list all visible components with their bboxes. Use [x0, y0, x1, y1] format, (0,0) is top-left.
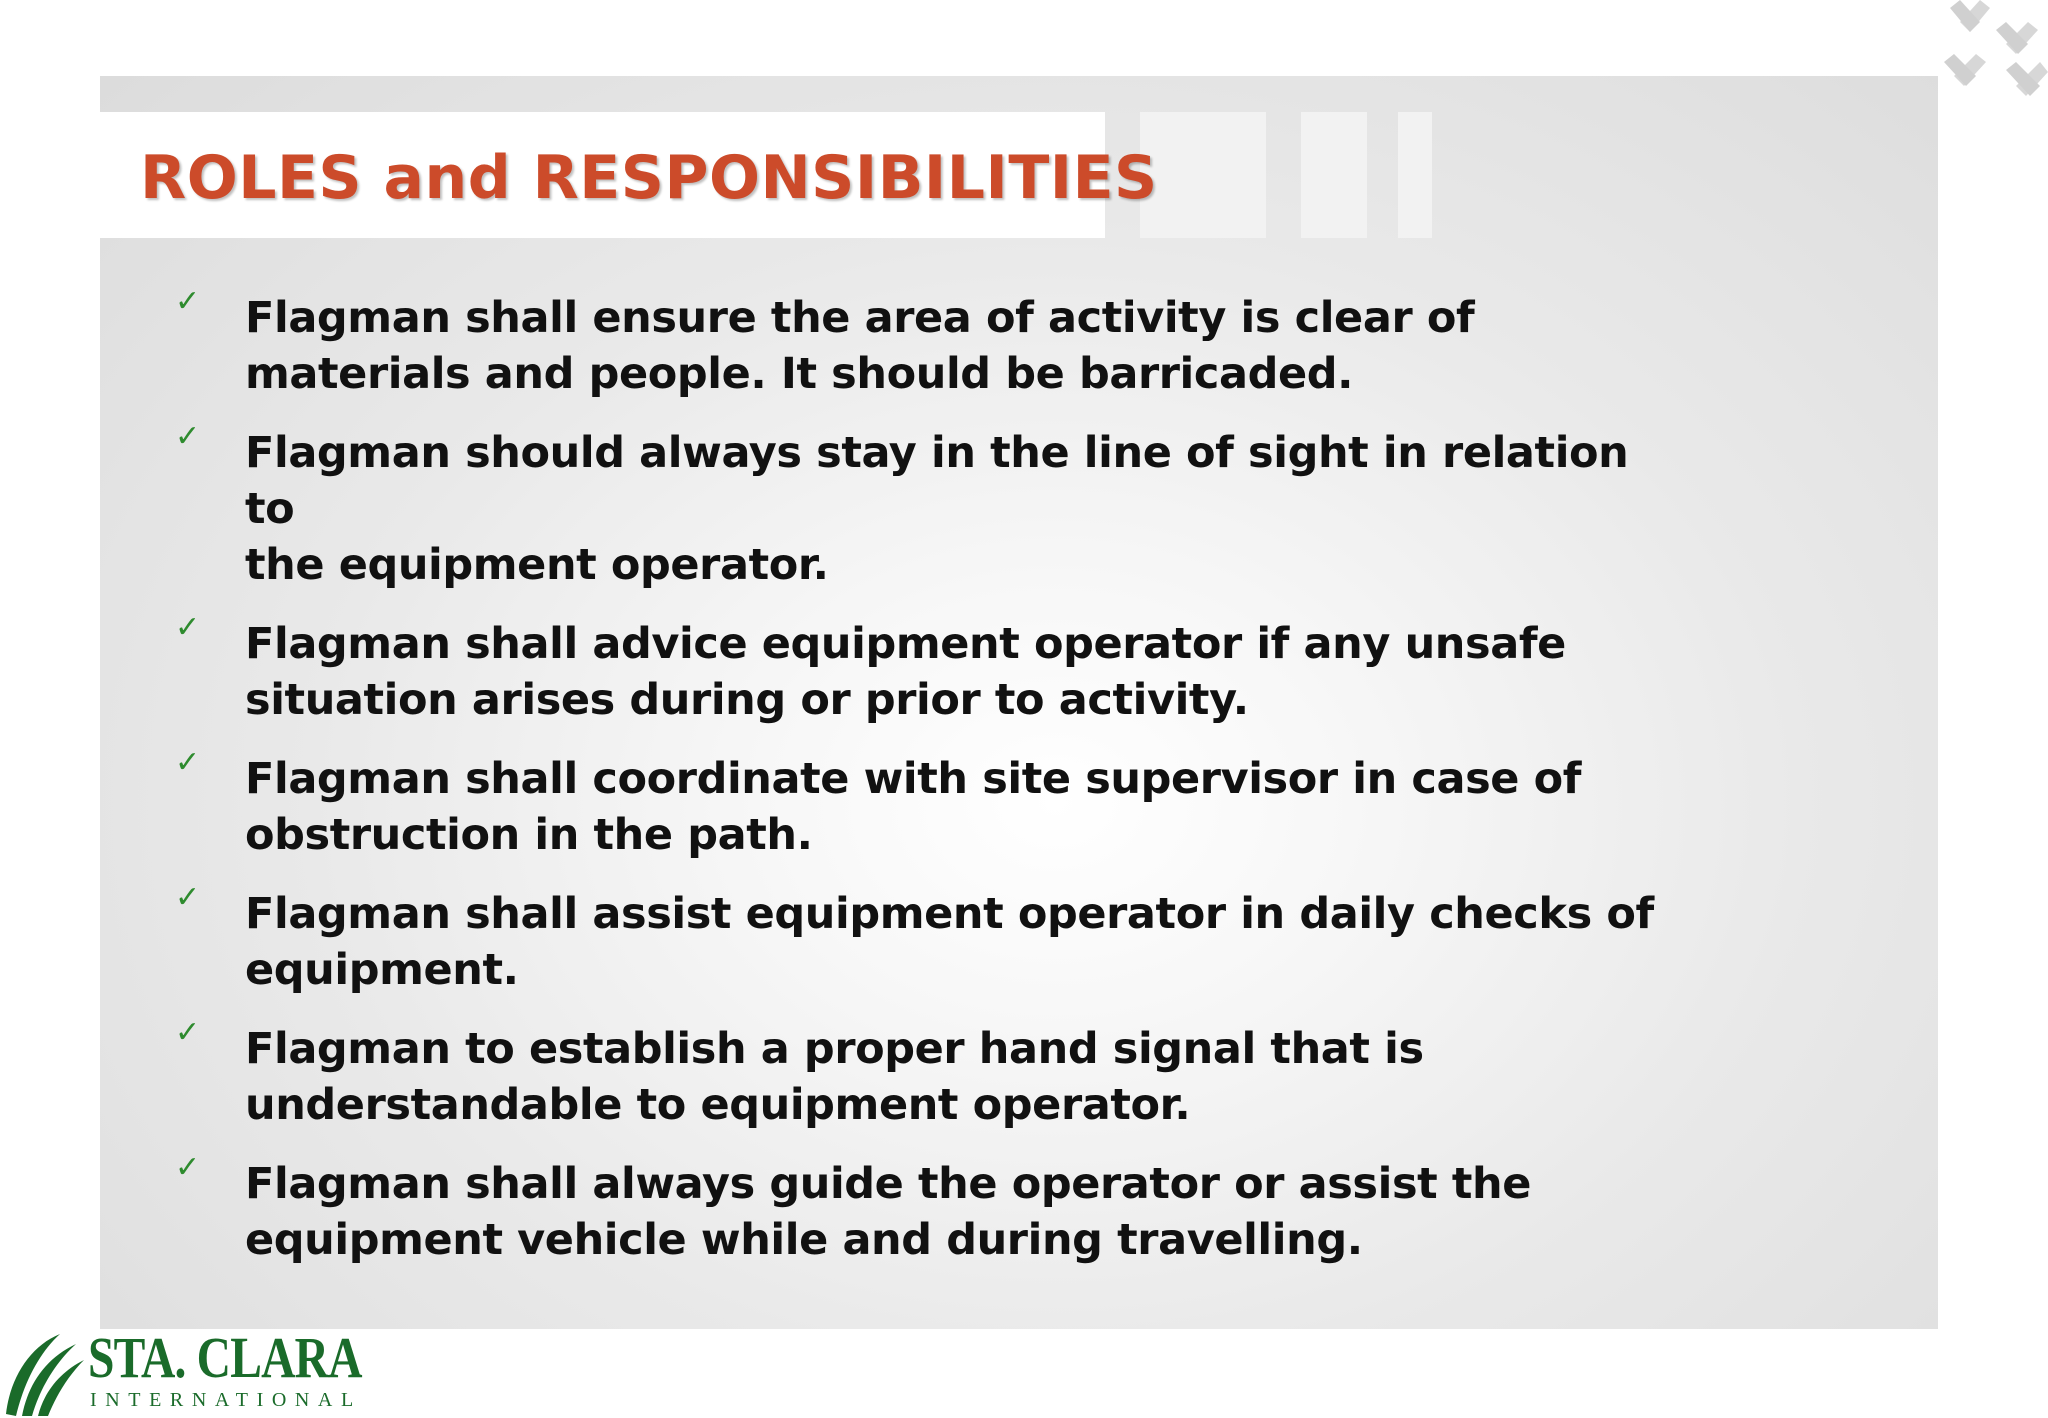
check-icon: ✓ [175, 610, 200, 645]
company-logo [0, 1326, 360, 1418]
list-item [175, 745, 1675, 863]
bullet-line: Flagman shall assist equipment operator in daily checks of [245, 889, 1654, 939]
bullet-line: materials and people. It should be barricaded. [245, 349, 1354, 399]
bullet-line: Flagman to establish a proper hand signal that is [245, 1024, 1424, 1074]
bullet-line: situation arises during or prior to activity. [245, 675, 1249, 725]
check-icon: ✓ [175, 1150, 200, 1185]
check-icon: ✓ [175, 745, 200, 780]
bullet-line: equipment vehicle while and during travelling. [245, 1215, 1363, 1265]
bullet-line: Flagman shall coordinate with site supervisor in case of [245, 754, 1582, 804]
bullet-line: understandable to equipment operator. [245, 1080, 1191, 1130]
bullet-line: the equipment operator. [245, 540, 829, 590]
check-icon: ✓ [175, 880, 200, 915]
decorative-block [1140, 112, 1266, 238]
logo-subtitle: INTERNATIONAL [90, 1389, 362, 1411]
decorative-block [1301, 112, 1367, 238]
bullet-line: Flagman shall ensure the area of activity is clear of [245, 293, 1475, 343]
check-icon: ✓ [175, 284, 200, 319]
bullet-line: Flagman should always stay in the line of sight in relation to [245, 428, 1629, 534]
decorative-block [1398, 112, 1432, 238]
corner-cross-pattern-icon [1936, 0, 2048, 112]
bullet-line: Flagman shall advice equipment operator if any unsafe [245, 619, 1566, 669]
list-item [175, 610, 1675, 728]
bullet-line: obstruction in the path. [245, 810, 813, 860]
bullet-line: Flagman shall always guide the operator or assist the [245, 1159, 1531, 1209]
bullet-line: equipment. [245, 945, 519, 995]
list-item [175, 284, 1675, 402]
list-item [175, 419, 1675, 593]
logo-name: STA. CLARA [88, 1325, 362, 1390]
list-item [175, 880, 1675, 998]
check-icon: ✓ [175, 1015, 200, 1050]
list-item [175, 1150, 1675, 1268]
bullet-list [175, 284, 1675, 1291]
slide-title: ROLES and RESPONSIBILITIES [140, 143, 1158, 213]
leaf-emblem-icon [0, 1328, 88, 1418]
list-item [175, 1015, 1675, 1133]
check-icon: ✓ [175, 419, 200, 454]
